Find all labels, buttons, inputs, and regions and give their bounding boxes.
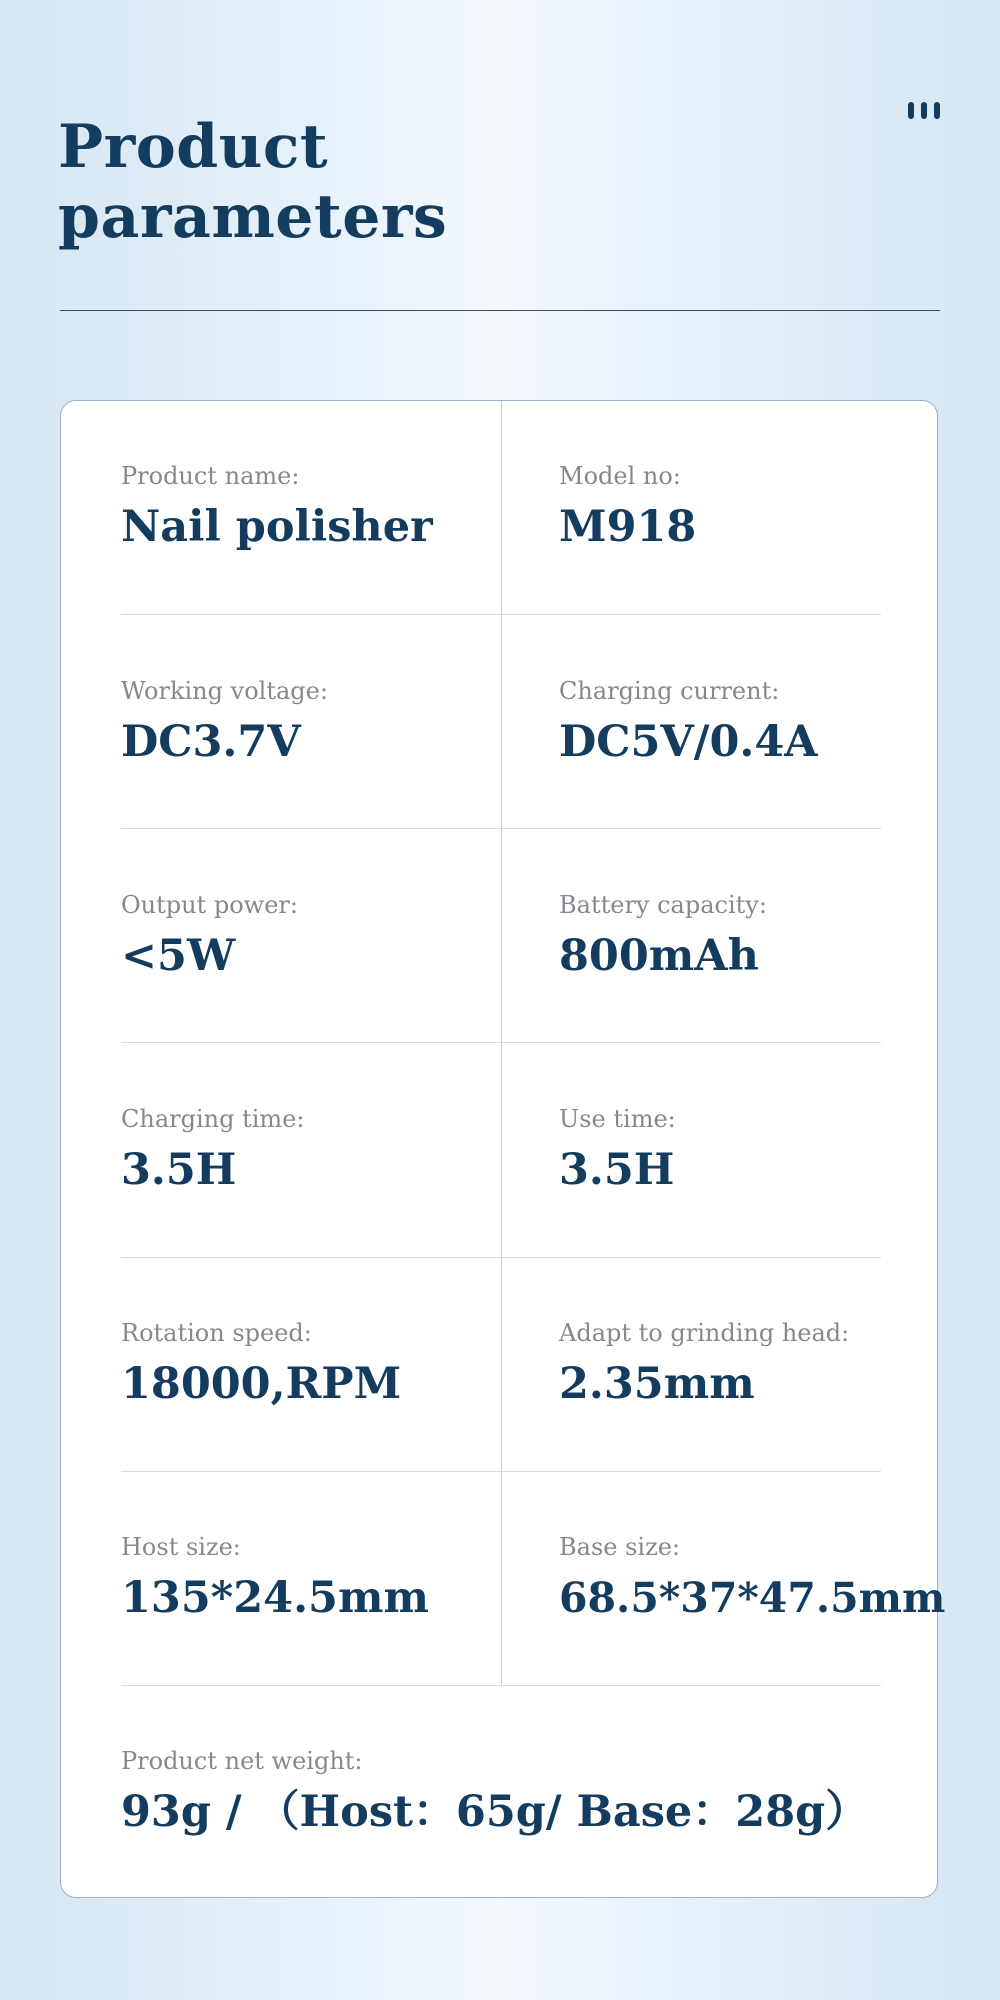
param-value: 18000,RPM: [121, 1359, 402, 1409]
param-product-name: [121, 461, 433, 553]
param-model-no: [559, 461, 696, 553]
param-working-voltage: [121, 676, 328, 768]
parameters-card: [60, 400, 946, 1898]
param-output-power: [121, 890, 298, 982]
param-label: Model no:: [559, 462, 681, 490]
param-label: Base size:: [559, 1533, 681, 1561]
param-value: 3.5H: [121, 1145, 237, 1195]
row-divider: [121, 1685, 881, 1686]
param-value: 2.35mm: [559, 1359, 755, 1409]
param-battery-capacity: [559, 890, 767, 982]
param-label: Rotation speed:: [121, 1319, 312, 1347]
param-grinding-head: [559, 1318, 849, 1410]
row-divider: [121, 614, 881, 615]
row-divider: [121, 828, 881, 829]
param-label: Host size:: [121, 1533, 241, 1561]
param-value: <5W: [121, 931, 236, 981]
param-label: Output power:: [121, 891, 298, 919]
param-charging-current: [559, 676, 818, 768]
param-value: 800mAh: [559, 931, 759, 981]
row-divider: [121, 1471, 881, 1472]
row-divider: [121, 1257, 881, 1258]
param-value: 93g / （Host：65g/ Base：28g）: [121, 1787, 869, 1837]
param-rotation-speed: [121, 1318, 401, 1410]
param-host-size: [121, 1532, 429, 1624]
page-title-line-2: parameters: [58, 182, 448, 252]
param-label: Charging time:: [121, 1105, 305, 1133]
param-value: 3.5H: [559, 1145, 675, 1195]
param-label: Working voltage:: [121, 677, 328, 705]
param-label: Product name:: [121, 462, 300, 490]
param-label: Use time:: [559, 1105, 676, 1133]
param-value: M918: [559, 502, 697, 552]
param-label: Adapt to grinding head:: [559, 1319, 850, 1347]
bars-icon: [908, 102, 942, 120]
page-title: [58, 112, 447, 252]
param-value: DC5V/0.4A: [559, 717, 818, 767]
page-title-line-1: Product: [58, 112, 329, 182]
param-label: Product net weight:: [121, 1747, 363, 1775]
param-label: Battery capacity:: [559, 891, 767, 919]
param-use-time: [559, 1104, 676, 1196]
column-divider: [501, 401, 502, 1686]
param-value: Nail polisher: [121, 502, 433, 552]
row-divider: [121, 1042, 881, 1043]
param-value: DC3.7V: [121, 717, 301, 767]
param-net-weight: [121, 1746, 868, 1838]
header-divider: [60, 310, 940, 311]
param-label: Charging current:: [559, 677, 780, 705]
param-base-size: [559, 1532, 945, 1624]
param-value: 135*24.5mm: [121, 1573, 429, 1623]
param-value: 68.5*37*47.5mm: [559, 1574, 946, 1622]
param-charging-time: [121, 1104, 304, 1196]
